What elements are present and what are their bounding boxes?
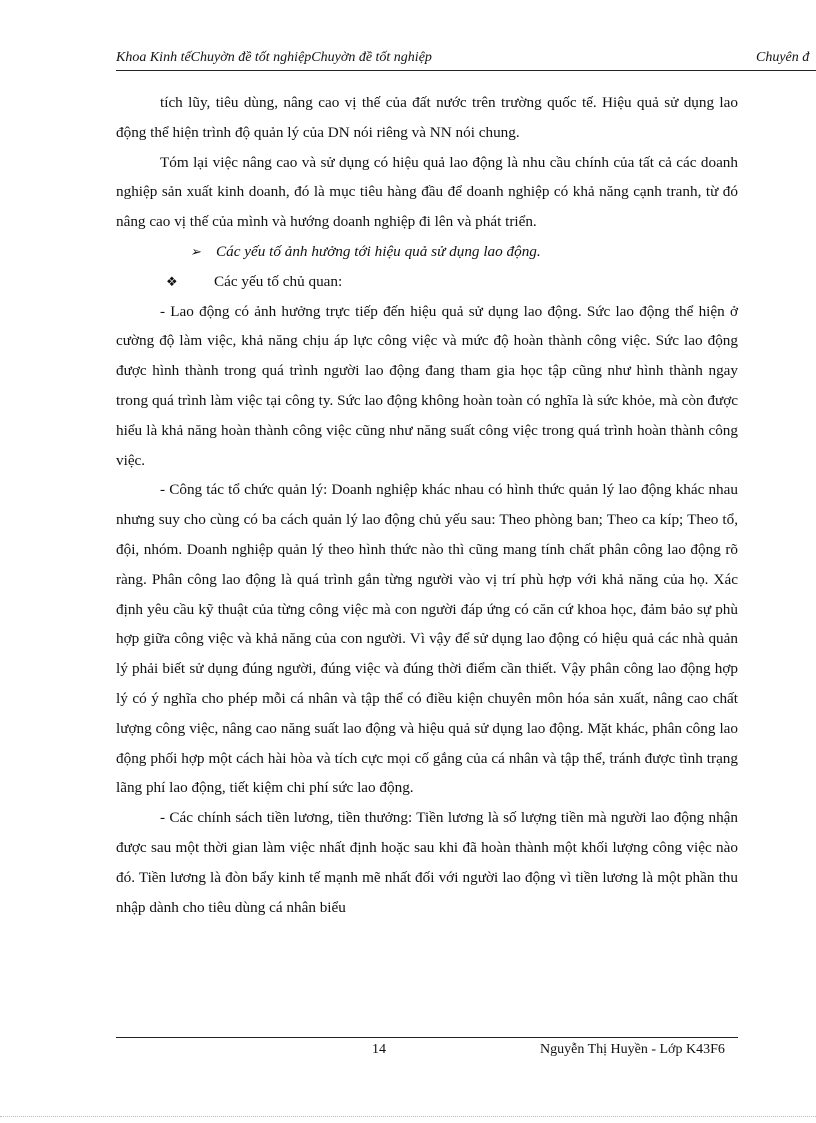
paragraph-3: - Lao động có ảnh hưởng trực tiếp đến hiệu quả sử dụng lao động. Sức lao động thể hiện ở cường độ làm việc, khả năng chịu áp lực công việc và mức độ hoàn thành công việc. Sức lao động được hình thành trong quá trình người lao động đang tham gia học tập cũng như hình thành ngay trong quá trình làm việc tại công ty. Sức lao động không hoàn toàn có nghĩa là sức khỏe, mà còn được hiểu là khả năng hoàn thành công việc cũng như năng suất công việc trong quá trình hoàn thành công việc. xyxy=(116,302,738,469)
arrow-bullet-icon: ➢ xyxy=(190,243,201,259)
footer-divider xyxy=(116,1037,738,1038)
header-left-text: Khoa Kinh tếChuyờn đề tốt nghiệpChuyờn đề tốt nghiệp xyxy=(116,50,432,65)
page-bottom-border xyxy=(0,1116,816,1117)
bullet-subjective-text: Các yếu tố chủ quan: xyxy=(214,272,343,290)
paragraph-1: tích lũy, tiêu dùng, nâng cao vị thế của đất nước trên trường quốc tế. Hiệu quả sử dụng lao động thể hiện trình độ quản lý của DN nói riêng và NN nói chung. xyxy=(116,94,738,141)
header-divider xyxy=(116,70,816,71)
diamond-bullet-icon: ❖ xyxy=(166,273,178,289)
paragraph-4: - Công tác tổ chức quản lý: Doanh nghiệp khác nhau có hình thức quản lý lao động khác nhau nhưng suy cho cùng có ba cách quản lý lao động chủ yếu sau: Theo phòng ban; Theo ca kíp; Theo tổ, đội, nhóm. Doanh nghiệp quản lý theo hình thức nào thì cũng mang tính chất phân công lao động rõ ràng. Phân công lao động là quá trình gắn từng người vào vị trí phù hợp với khả năng của họ. Xác định yêu cầu kỹ thuật của từng công việc mà con người đáp ứng có căn cứ khoa học, đảm bảo sự phù hợp giữa công việc và khả năng của con người. Vì vậy để sử dụng lao động có hiệu quả các nhà quản lý phải biết sử dụng đúng người, đúng việc và đúng thời điểm cần thiết. Vậy phân công lao động hợp lý có ý nghĩa cho phép mỗi cá nhân và tập thể có điều kiện chuyên môn hóa sản xuất, nâng cao chất lượng công việc, nâng cao năng suất lao động và hiệu quả sử dụng lao động. Mặt khác, phân công lao động phối hợp một cách hài hòa và tích cực mọi cố gắng của cá nhân và tập thể, tránh được tình trạng lãng phí lao động, tiết kiệm chi phí sức lao động. xyxy=(116,481,738,797)
bullet-subjective-heading xyxy=(166,267,738,297)
header-right-text: Chuyên đ xyxy=(756,50,810,65)
paragraph-2: Tóm lại việc nâng cao và sử dụng có hiệu quả lao động là nhu cầu chính của tất cả các doanh nghiệp sản xuất kinh doanh, đó là mục tiêu hàng đầu để doanh nghiệp có khả năng cạnh tranh, từ đó nâng cao vị thế của mình và hướng doanh nghiệp đi lên và phát triển. xyxy=(116,153,738,231)
bullet-factors-heading xyxy=(190,237,738,267)
page-number: 14 xyxy=(372,1042,386,1057)
document-body xyxy=(116,88,738,922)
footer-author: Nguyễn Thị Huyền - Lớp K43F6 xyxy=(540,1042,725,1057)
page-header xyxy=(0,48,816,70)
paragraph-5: - Các chính sách tiền lương, tiền thưởng: Tiền lương là số lượng tiền mà người lao động nhận được sau một thời gian làm việc nhất định hoặc sau khi đã hoàn thành một khối lượng công việc nào đó. Tiền lương là đòn bẩy kinh tế mạnh mẽ nhất đối với người lao động vì tiền lương là một phần thu nhập dành cho tiêu dùng cá nhân biểu xyxy=(116,809,738,916)
bullet-factors-text: Các yếu tố ảnh hưởng tới hiệu quả sử dụng lao động. xyxy=(216,242,541,260)
